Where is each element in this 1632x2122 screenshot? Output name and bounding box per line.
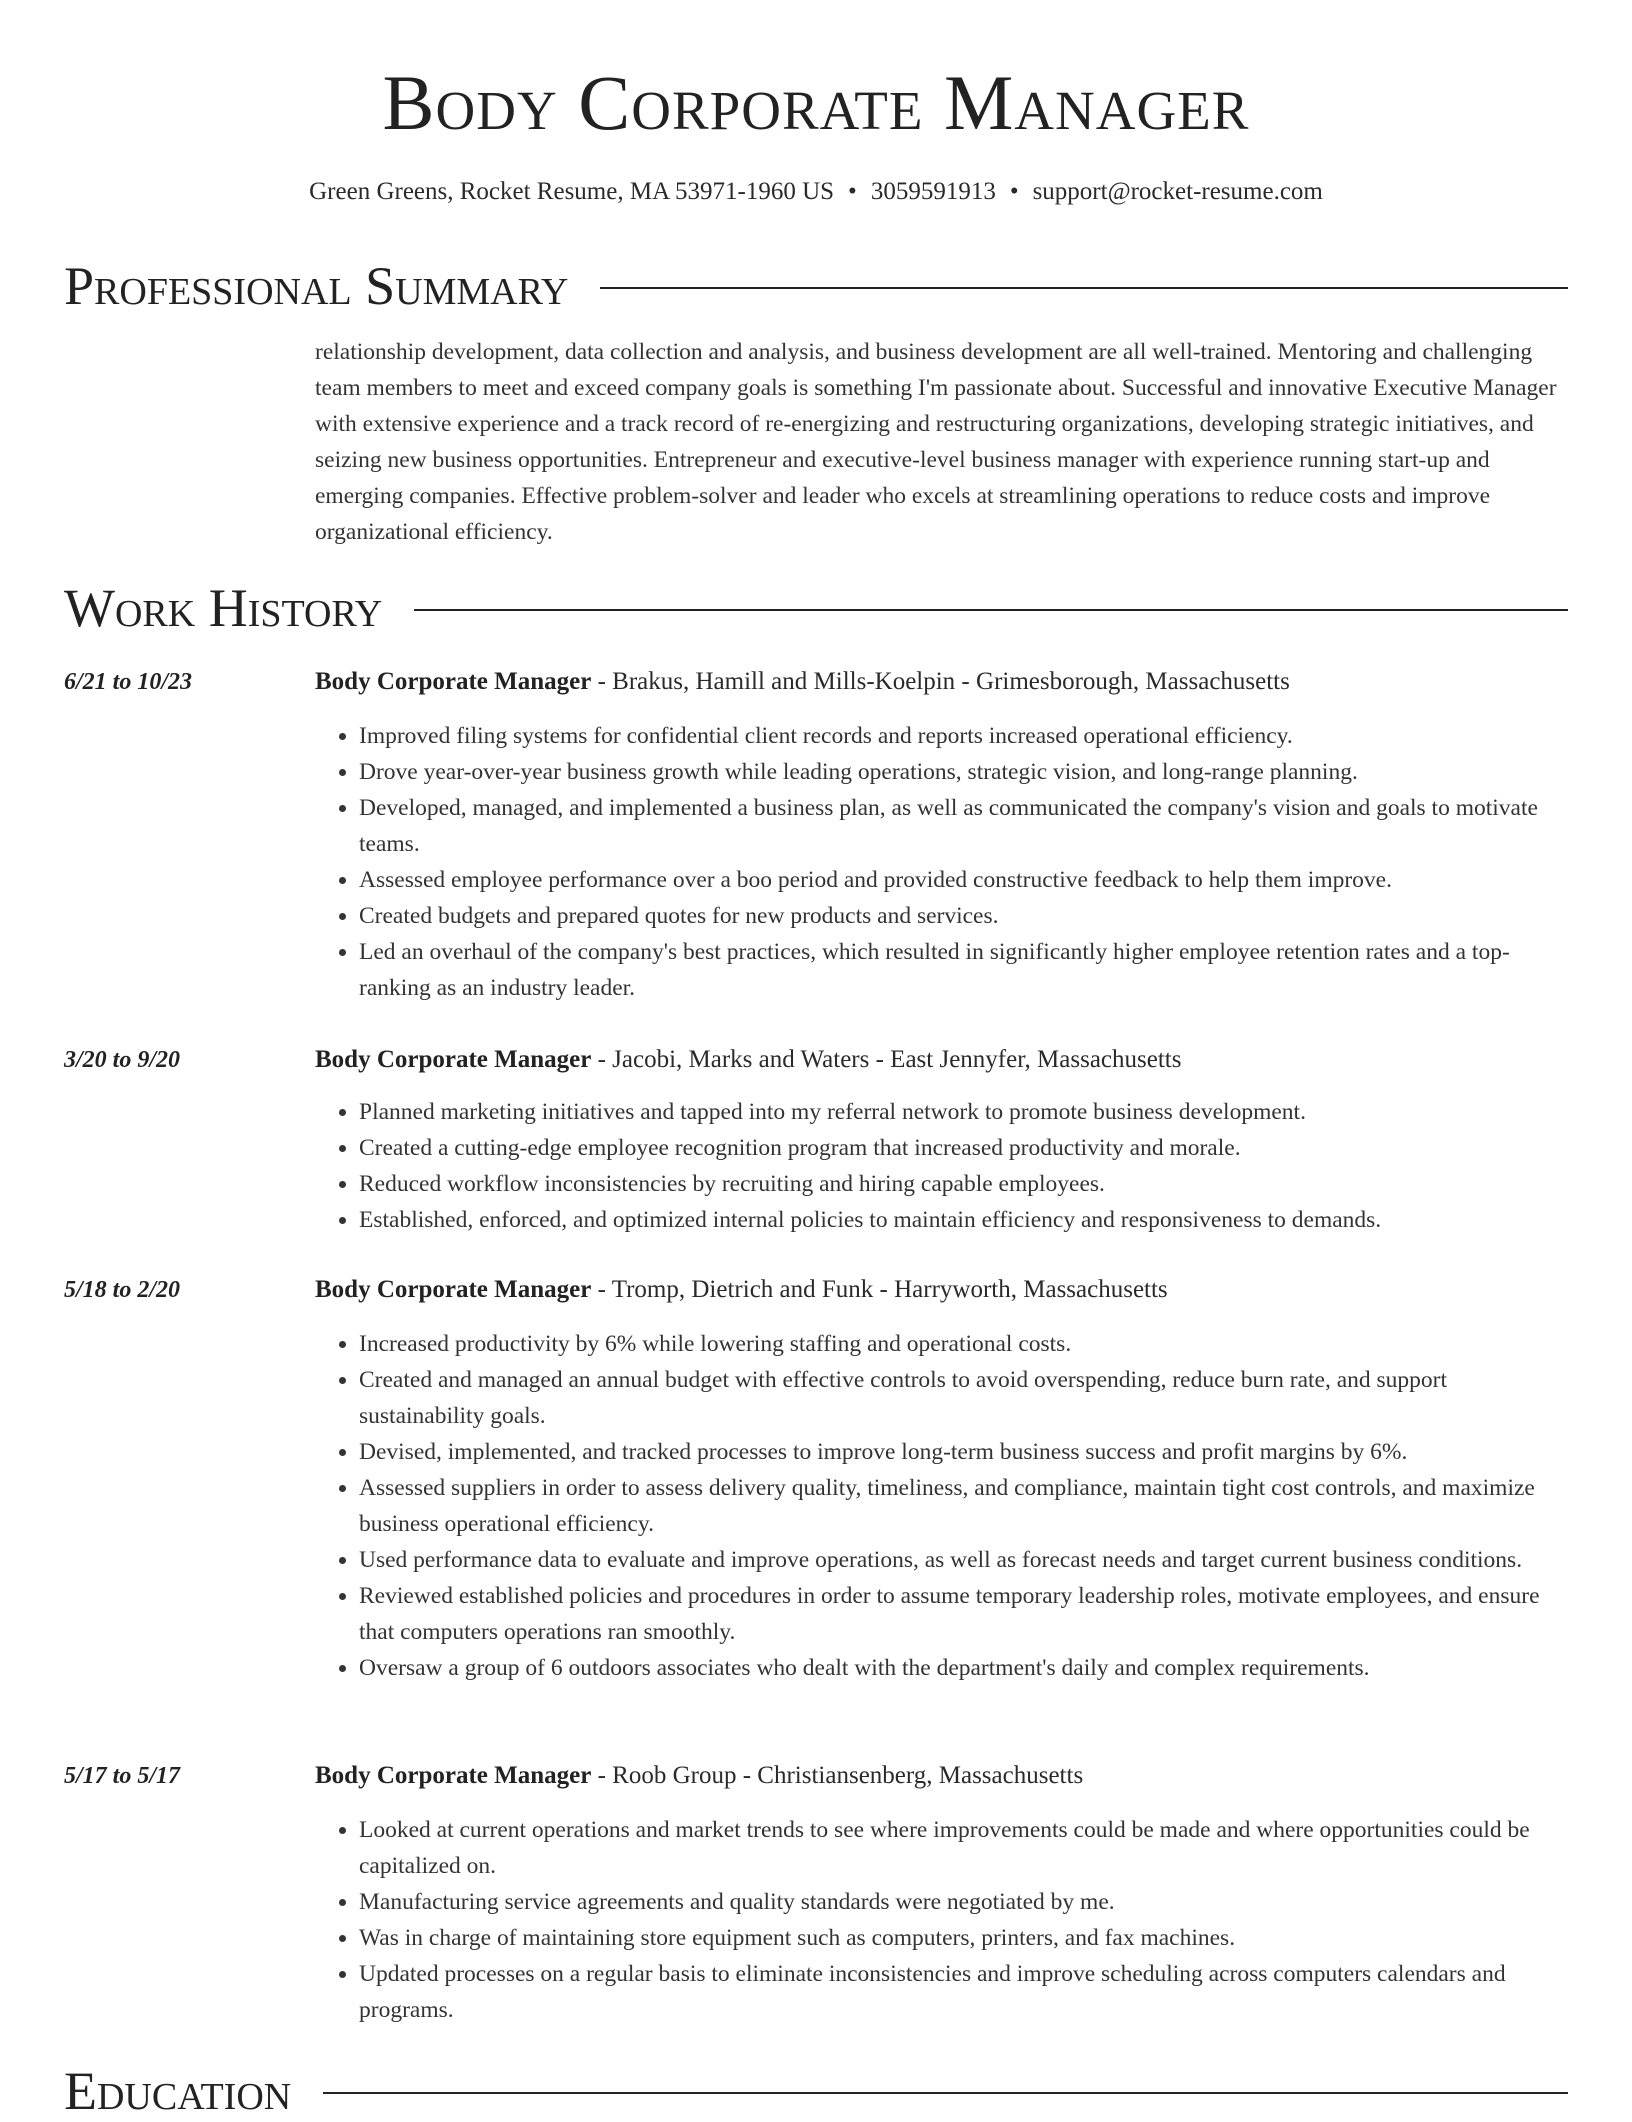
section-divider xyxy=(323,2092,1568,2094)
job-bullet: • Assessed employee performance over a boo period and provided constructive feedback to help them improve. xyxy=(359,862,1568,898)
job-title-line xyxy=(315,664,1568,700)
job-bullet: • Improved filing systems for confidential client records and reports increased operational efficiency. xyxy=(359,718,1568,754)
job-bullet: • Oversaw a group of 6 outdoors associates who dealt with the department's daily and complex requirements. xyxy=(359,1650,1568,1686)
job-bullet: • Created and managed an annual budget with effective controls to avoid overspending, reduce burn rate, and support sustainability goals. xyxy=(359,1362,1568,1434)
job-bullet: • Increased productivity by 6% while lowering staffing and operational costs. xyxy=(359,1326,1568,1362)
job-bullet: • Created a cutting-edge employee recognition program that increased productivity and morale. xyxy=(359,1130,1568,1166)
job-bullet: • Manufacturing service agreements and quality standards were negotiated by me. xyxy=(359,1884,1568,1920)
job-bullet: • Developed, managed, and implemented a business plan, as well as communicated the company's vision and goals to motivate teams. xyxy=(359,790,1568,862)
job-bullet: • Reduced workflow inconsistencies by recruiting and hiring capable employees. xyxy=(359,1166,1568,1202)
job-details: - Roob Group - Christiansenberg, Massachusetts xyxy=(591,1762,1084,1789)
job-dates: 5/18 to 2/20 xyxy=(64,1277,181,1303)
section-header-work xyxy=(64,577,1568,639)
job-bullet: • Was in charge of maintaining store equipment such as computers, printers, and fax machines. xyxy=(359,1920,1568,1956)
contact-separator: • xyxy=(1009,178,1019,205)
job-bullet: • Used performance data to evaluate and improve operations, as well as forecast needs and target current business conditions. xyxy=(359,1542,1568,1578)
job-title: Body Corporate Manager xyxy=(315,1276,592,1303)
job-bullet: • Created budgets and prepared quotes for new products and services. xyxy=(359,898,1568,934)
section-title-work: Work History xyxy=(64,578,383,638)
section-header-summary xyxy=(64,255,1568,317)
job-bullet: • Looked at current operations and market trends to see where improvements could be made and where opportunities could be capitalized on. xyxy=(359,1812,1568,1884)
job-bullet: • Planned marketing initiatives and tapped into my referral network to promote business development. xyxy=(359,1094,1568,1130)
job-bullet: • Reviewed established policies and procedures in order to assume temporary leadership roles, motivate employees, and ensure that computers operations ran smoothly. xyxy=(359,1578,1568,1650)
summary-text: relationship development, data collection and analysis, and business development are all well-trained. Mentoring and challenging team members to meet and exceed company goals is something I'm passionate about. Successful and innovative Executive Manager with extensive experience and a track record of re-energizing and restructuring organizations, developing strategic initiatives, and seizing new business opportunities. Entrepreneur and executive-level business manager with experience running start-up and emerging companies. Effective problem-solver and leader who excels at streamlining operations to reduce costs and improve organizational efficiency. xyxy=(315,339,1557,545)
section-title-education: Education xyxy=(64,2061,292,2121)
contact-separator: • xyxy=(848,178,857,205)
section-title-summary: Professional Summary xyxy=(64,256,569,316)
section-divider xyxy=(600,287,1568,289)
job-bullets xyxy=(315,1812,1568,2028)
contact-line xyxy=(64,172,1568,212)
job-dates: 6/21 to 10/23 xyxy=(64,669,193,695)
job-details: - Jacobi, Marks and Waters - East Jennyfer, Massachusetts xyxy=(591,1046,1182,1073)
job-title-line xyxy=(315,1758,1568,1794)
job-details: - Tromp, Dietrich and Funk - Harryworth, Massachusetts xyxy=(591,1276,1168,1303)
job-bullets xyxy=(315,1094,1568,1238)
job-bullets xyxy=(315,1326,1568,1686)
job-title: Body Corporate Manager xyxy=(315,1762,592,1789)
contact-phone: 3059591913 xyxy=(870,178,996,205)
job-title: Body Corporate Manager xyxy=(315,668,592,695)
job-details: - Brakus, Hamill and Mills-Koelpin - Grimesborough, Massachusetts xyxy=(591,668,1290,695)
section-divider xyxy=(414,609,1568,611)
job-bullets xyxy=(315,718,1568,1006)
job-title: Body Corporate Manager xyxy=(315,1046,592,1073)
job-bullet: • Updated processes on a regular basis to eliminate inconsistencies and improve scheduling across computers calendars and programs. xyxy=(359,1956,1568,2028)
job-bullet: • Assessed suppliers in order to assess delivery quality, timeliness, and compliance, maintain tight cost controls, and maximize business operational efficiency. xyxy=(359,1470,1568,1542)
section-header-education xyxy=(64,2060,1568,2122)
job-bullet: • Devised, implemented, and tracked processes to improve long-term business success and profit margins by 6%. xyxy=(359,1434,1568,1470)
job-dates: 3/20 to 9/20 xyxy=(64,1047,181,1073)
job-title-line xyxy=(315,1272,1568,1308)
job-bullet: • Drove year-over-year business growth while leading operations, strategic vision, and long-range planning. xyxy=(359,754,1568,790)
contact-address: Green Greens, Rocket Resume, MA 53971-1960 US xyxy=(309,178,835,205)
job-bullet: • Established, enforced, and optimized internal policies to maintain efficiency and responsiveness to demands. xyxy=(359,1202,1568,1238)
contact-email: support@rocket-resume.com xyxy=(1032,178,1323,205)
candidate-name: Body Corporate Manager xyxy=(382,59,1250,146)
job-dates: 5/17 to 5/17 xyxy=(64,1763,181,1789)
job-title-line xyxy=(315,1042,1568,1078)
job-bullet: • Led an overhaul of the company's best practices, which resulted in significantly higher employee retention rates and a top-ranking as an industry leader. xyxy=(359,934,1568,1006)
